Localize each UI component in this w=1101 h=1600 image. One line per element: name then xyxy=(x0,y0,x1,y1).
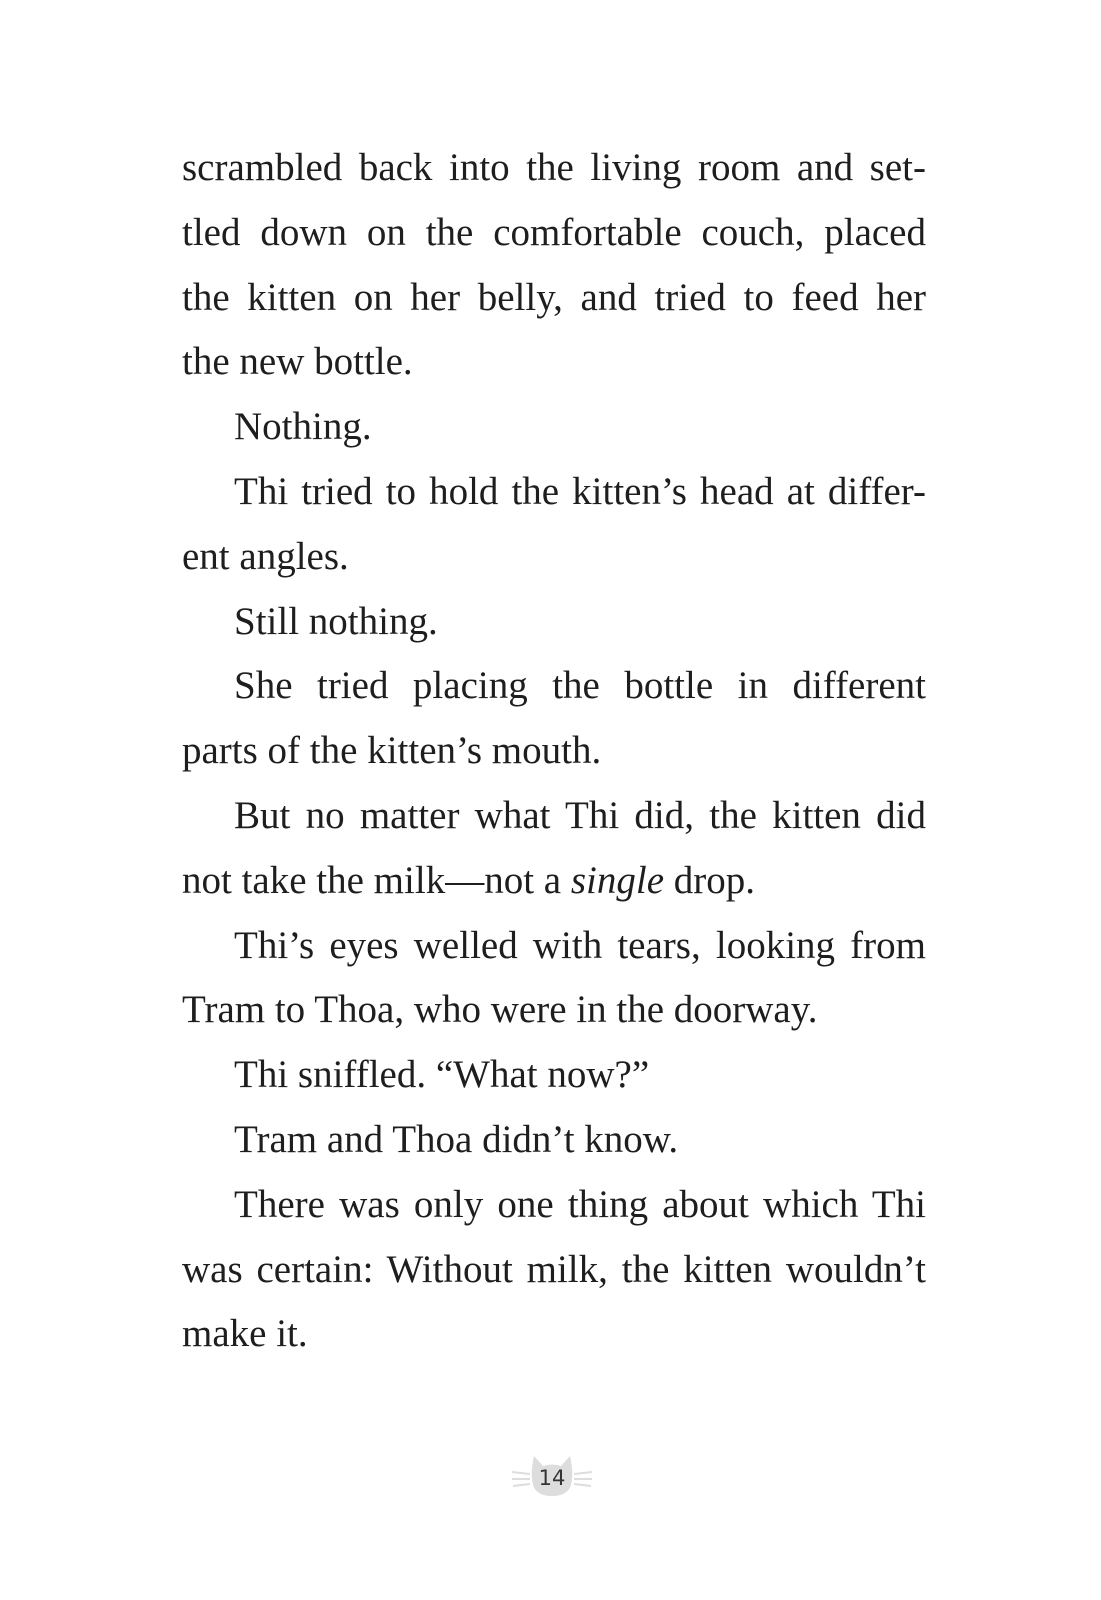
text-line: But no matter what Thi did, the kitten did xyxy=(234,793,926,837)
text-line: Tram and Thoa didn’t know. xyxy=(234,1117,679,1161)
text-line: Still nothing. xyxy=(234,599,438,643)
text-line: Thi tried to hold the kitten’s head at differ- xyxy=(234,469,926,513)
text-line: Thi sniffled. “What now?” xyxy=(234,1053,650,1097)
body-text xyxy=(182,136,926,1367)
text-line: make it. xyxy=(182,1312,308,1356)
text-line: was certain: Without milk, the kitten wouldn’t xyxy=(182,1247,926,1291)
text-line: Tram to Thoa, who were in the doorway. xyxy=(182,988,818,1032)
text-line: parts of the kitten’s mouth. xyxy=(182,729,602,773)
text-line: the kitten on her belly, and tried to feed her xyxy=(182,275,926,319)
text-line: ent angles. xyxy=(182,534,349,578)
page-footer xyxy=(510,1446,594,1502)
italic-emphasis: single xyxy=(570,858,665,902)
text-line xyxy=(182,849,926,914)
text-line: Thi’s eyes welled with tears, looking from xyxy=(234,923,926,967)
page-number: 14 xyxy=(538,1466,566,1490)
text-line: scrambled back into the living room and set- xyxy=(182,146,926,189)
text-line: Nothing. xyxy=(234,405,372,449)
text-segment: not take the milk—not a xyxy=(182,858,571,902)
text-line: the new bottle. xyxy=(182,340,413,384)
text-line: She tried placing the bottle in different xyxy=(234,664,926,708)
text-line: There was only one thing about which Thi xyxy=(234,1182,926,1226)
text-segment: drop. xyxy=(664,858,756,902)
text-line: tled down on the comfortable couch, placed xyxy=(182,210,926,254)
